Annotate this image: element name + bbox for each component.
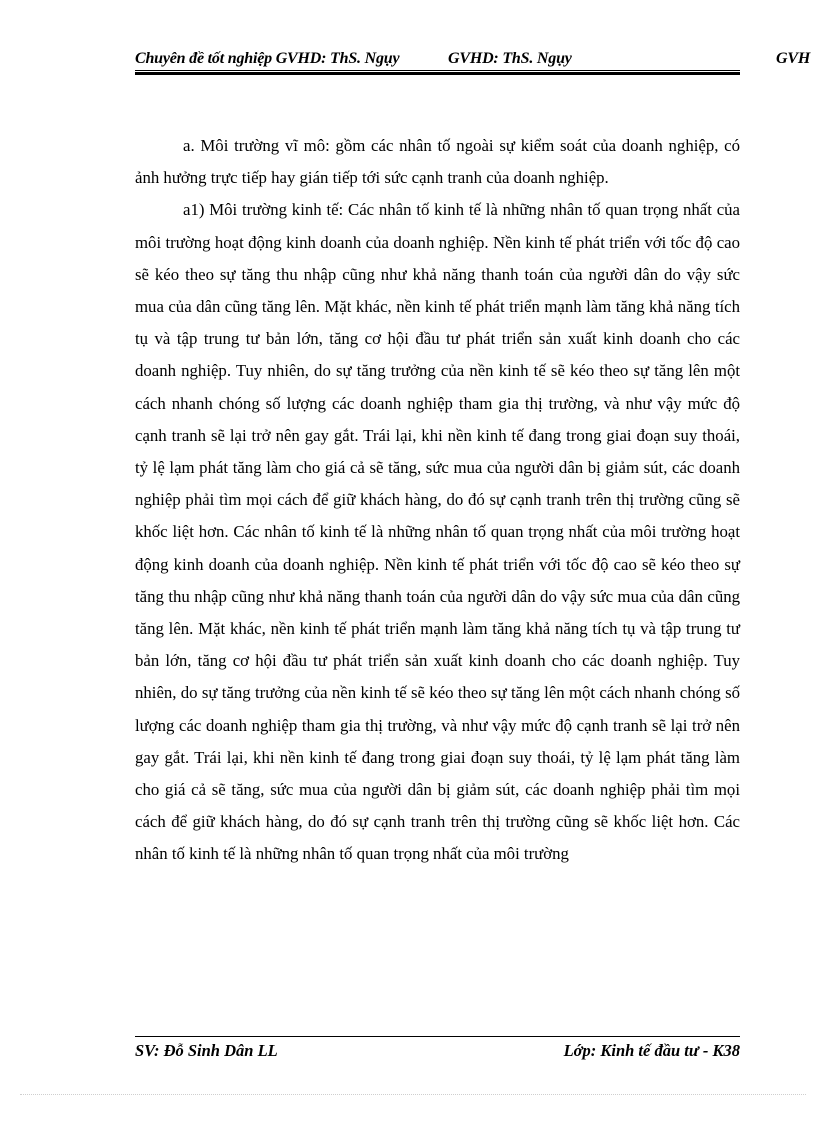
footer-student: SV: Đỗ Sinh Dân LL [135, 1041, 278, 1060]
paragraph-macro-environment: a. Môi trường vĩ mô: gồm các nhân tố ngoài sự kiểm soát của doanh nghiệp, có ảnh hưởng trực tiếp hay gián tiếp tới sức cạnh tranh của doanh nghiệp. [135, 136, 740, 188]
header-middle-text: GVHD: ThS. Ngụy [448, 50, 572, 67]
paragraph-economic-environment: a1) Môi trường kinh tế: Các nhân tố kinh tế là những nhân tố quan trọng nhất của môi trường hoạt động kinh doanh của doanh nghiệp. Nền kinh tế phát triển với tốc độ cao sẽ kéo theo sự tăng thu nhập cũng như khả năng thanh toán của người dân do vậy sức mua của dân cũng tăng lên. Mặt khác, nền kinh tế phát triển mạnh làm tăng khả năng tích tụ và tập trung tư bản lớn, tăng cơ hội đầu tư phát triển sản xuất kinh doanh cho các doanh nghiệp. Tuy nhiên, do sự tăng trưởng của nền kinh tế sẽ kéo theo sự tăng lên một cách nhanh chóng số lượng các doanh nghiệp tham gia thị trường, và như vậy mức độ cạnh tranh sẽ lại trở nên gay gắt. Trái lại, khi nền kinh tế đang trong giai đoạn suy thoái, tỷ lệ lạm phát tăng làm cho giá cả sẽ tăng, sức mua của người dân bị giảm sút, các doanh nghiệp phải tìm mọi cách để giữ khách hàng, do đó sự cạnh tranh trên thị trường cũng sẽ khốc liệt hơn. Các nhân tố kinh tế là những nhân tố quan trọng nhất của môi trường hoạt động kinh doanh của doanh nghiệp. Nền kinh tế phát triển với tốc độ cao sẽ kéo theo sự tăng thu nhập cũng như khả năng thanh toán của người dân do vậy sức mua của dân cũng tăng lên. Mặt khác, nền kinh tế phát triển mạnh làm tăng khả năng tích tụ và tập trung tư bản lớn, tăng cơ hội đầu tư phát triển sản xuất kinh doanh cho các doanh nghiệp. Tuy nhiên, do sự tăng trưởng của nền kinh tế sẽ kéo theo sự tăng lên một cách nhanh chóng số lượng các doanh nghiệp tham gia thị trường, và như vậy mức độ cạnh tranh sẽ lại trở nên gay gắt. Trái lại, khi nền kinh tế đang trong giai đoạn suy thoái, tỷ lệ lạm phát tăng làm cho giá cả sẽ tăng, sức mua của người dân bị giảm sút, các doanh nghiệp phải tìm mọi cách để giữ khách hàng, do đó sự cạnh tranh trên thị trường cũng sẽ khốc liệt hơn. Các nhân tố kinh tế là những nhân tố quan trọng nhất của môi trường [135, 200, 740, 864]
header-left-text: Chuyên đề tốt nghiệp GVHD: ThS. Ngụy [135, 50, 400, 67]
body-text [135, 130, 740, 871]
footer-rule [135, 1036, 740, 1037]
header-rule-thin [135, 70, 740, 71]
footer-class: Lớp: Kinh tế đầu tư - K38 [563, 1041, 740, 1060]
header-rule-thick [135, 72, 740, 75]
header-right-text: GVH [776, 50, 811, 67]
page-edge [20, 1094, 806, 1095]
